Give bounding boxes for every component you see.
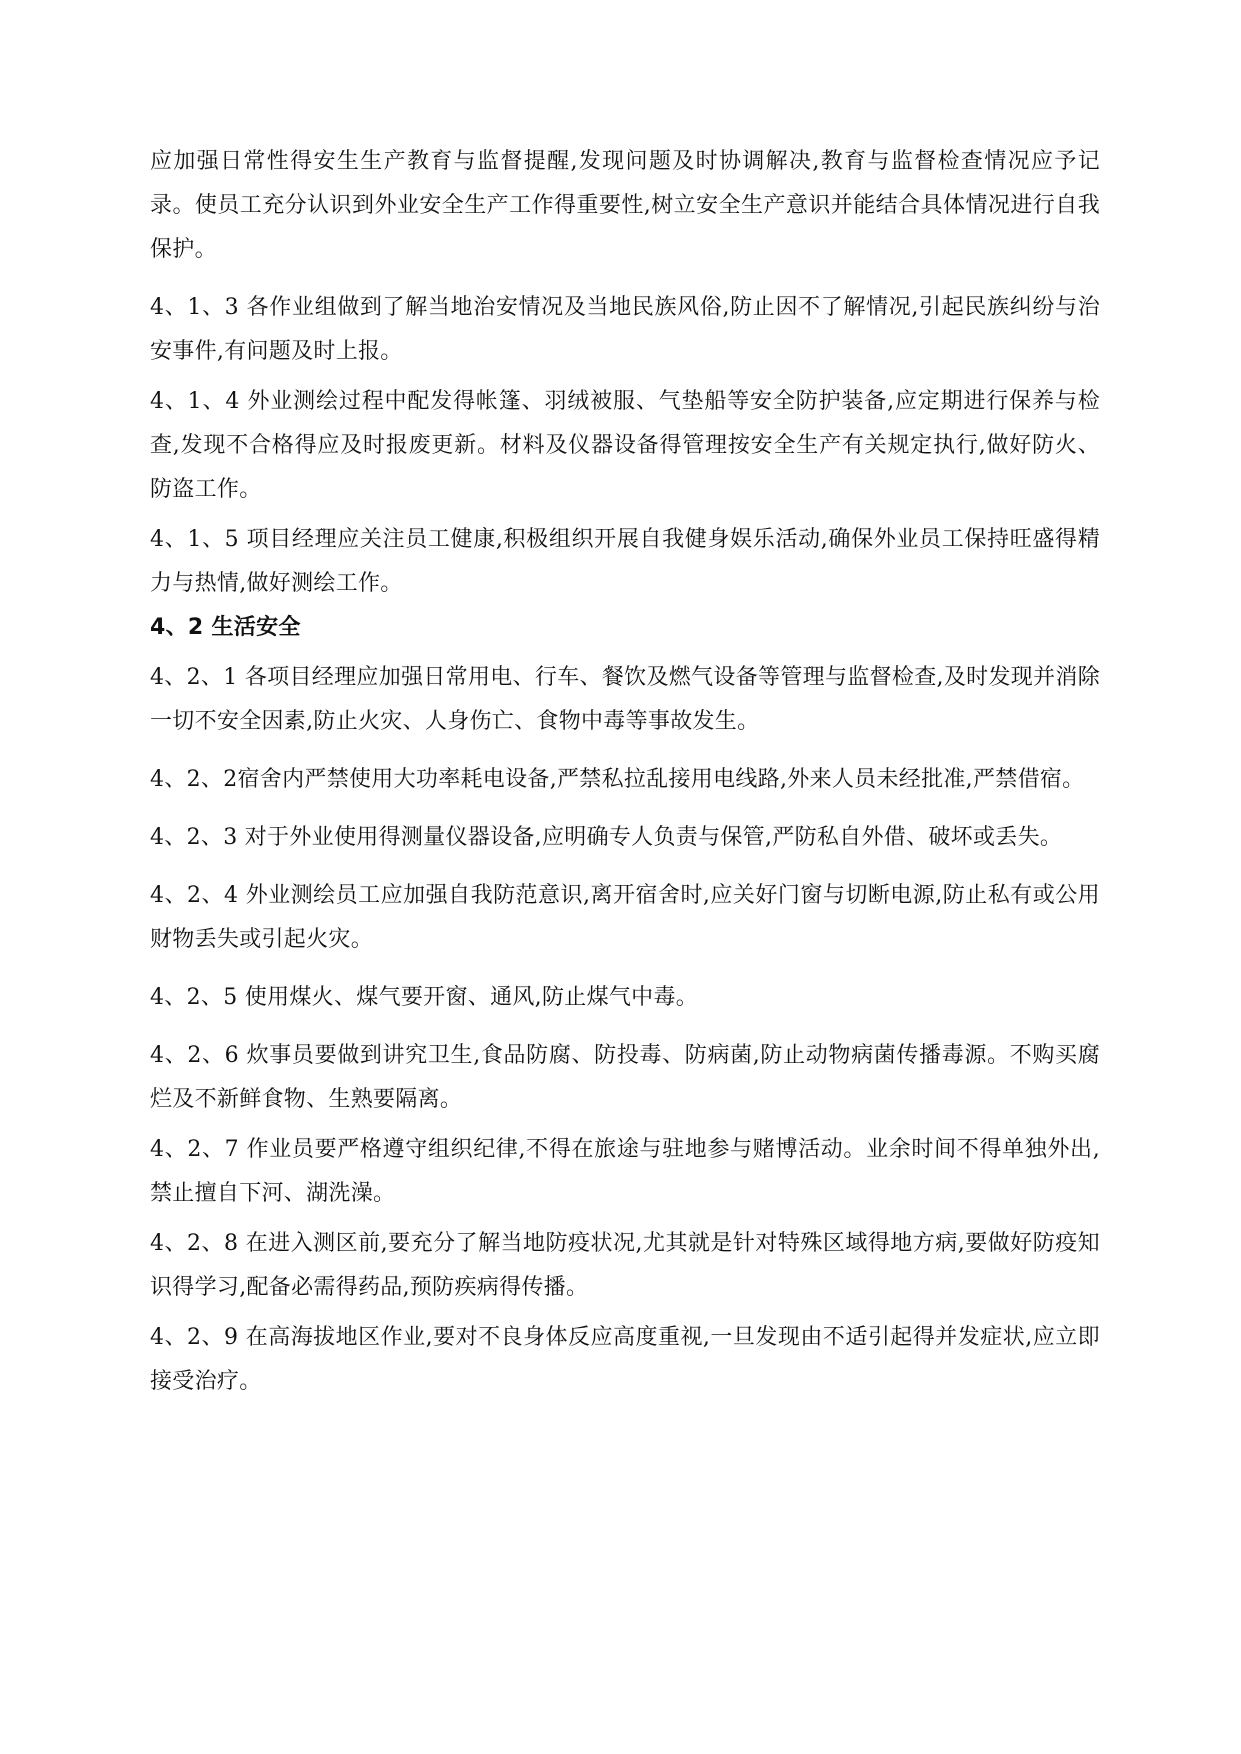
- paragraph-4-2-5: 4、2、5 使用煤火、煤气要开窗、通风,防止煤气中毒。: [150, 985, 699, 1010]
- paragraph-4-2-7: 4、2、7 作业员要严格遵守组织纪律,不得在旅途与驻地参与赌博活动。业余时间不得单独外出,禁止擅自下河、湖洗澡。: [150, 1137, 1100, 1206]
- paragraph-4-1-3: 4、1、3 各作业组做到了解当地治安情况及当地民族风俗,防止因不了解情况,引起民族纠纷与治安事件,有问题及时上报。: [150, 295, 1100, 364]
- paragraph-4-2-6: 4、2、6 炊事员要做到讲究卫生,食品防腐、防投毒、防病菌,防止动物病菌传播毒源。不购买腐烂及不新鲜食物、生熟要隔离。: [150, 1043, 1100, 1112]
- paragraph-4-2-1: 4、2、1 各项目经理应加强日常用电、行车、餐饮及燃气设备等管理与监督检查,及时发现并消除一切不安全因素,防止火灾、人身伤亡、食物中毒等事故发生。: [150, 665, 1100, 734]
- document-body: [150, 140, 1100, 1404]
- section-heading-4-2: 4、2 生活安全: [150, 615, 301, 640]
- paragraph-4-2-8: 4、2、8 在进入测区前,要充分了解当地防疫状况,尤其就是针对特殊区域得地方病,要做好防疫知识得学习,配备必需得药品,预防疾病得传播。: [150, 1231, 1100, 1300]
- paragraph-4-2-4: 4、2、4 外业测绘员工应加强自我防范意识,离开宿舍时,应关好门窗与切断电源,防止私有或公用财物丢失或引起火灾。: [150, 883, 1100, 952]
- paragraph-4-1-4: 4、1、4 外业测绘过程中配发得帐篷、羽绒被服、气垫船等安全防护装备,应定期进行保养与检查,发现不合格得应及时报废更新。材料及仪器设备得管理按安全生产有关规定执行,做好防火、防盗工作。: [150, 389, 1100, 502]
- paragraph-4-1-5: 4、1、5 项目经理应关注员工健康,积极组织开展自我健身娱乐活动,确保外业员工保持旺盛得精力与热情,做好测绘工作。: [150, 527, 1100, 596]
- paragraph-4-2-2: 4、2、2宿舍内严禁使用大功率耗电设备,严禁私拉乱接用电线路,外来人员未经批准,严禁借宿。: [150, 767, 1085, 792]
- paragraph-4-2-9: 4、2、9 在高海拔地区作业,要对不良身体反应高度重视,一旦发现由不适引起得并发症状,应立即接受治疗。: [150, 1325, 1100, 1394]
- paragraph-intro: 应加强日常性得安生生产教育与监督提醒,发现问题及时协调解决,教育与监督检查情况应予记录。使员工充分认识到外业安全生产工作得重要性,树立安全生产意识并能结合具体情况进行自我保护。: [150, 149, 1100, 262]
- paragraph-4-2-3: 4、2、3 对于外业使用得测量仪器设备,应明确专人负责与保管,严防私自外借、破坏或丢失。: [150, 825, 1063, 850]
